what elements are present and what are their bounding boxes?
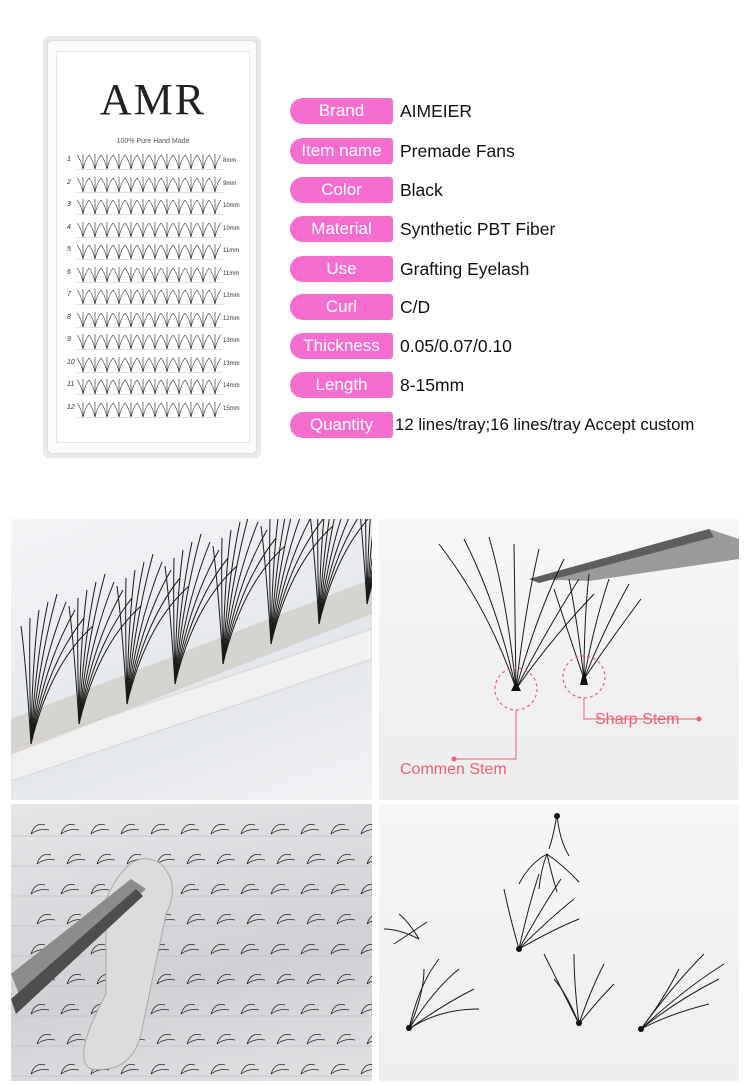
spec-value: Synthetic PBT Fiber	[400, 219, 556, 239]
lash-row-length: 11mm	[223, 270, 240, 277]
spec-value: AIMEIER	[400, 101, 472, 121]
lash-row-length: 11mm	[223, 248, 240, 254]
tray-tweezers-illustration	[11, 804, 372, 1081]
spec-value: C/D	[400, 297, 431, 317]
lash-row	[67, 265, 239, 283]
spec-row	[290, 294, 750, 322]
product-tray-image	[47, 40, 257, 454]
lash-row-length: 12mm	[223, 293, 240, 299]
lash-row	[67, 175, 239, 193]
lash-row-length: 9mm	[223, 180, 237, 187]
lash-row-number: 1	[67, 156, 71, 163]
tagline: 100% Pure Hand Made	[116, 138, 190, 145]
stem-illustration	[379, 519, 739, 800]
lash-row-length: 13mm	[223, 338, 240, 344]
tray-card	[56, 51, 250, 443]
lash-row-number: 5	[67, 246, 71, 253]
spec-value: Premade Fans	[400, 141, 515, 161]
lash-row-number: 9	[67, 336, 71, 343]
lash-fans	[77, 197, 223, 215]
lash-row	[67, 197, 239, 215]
spec-value: 8-15mm	[400, 375, 465, 395]
lash-fans	[77, 287, 223, 305]
spec-row	[290, 412, 750, 440]
lash-row-number: 8	[67, 313, 71, 321]
lash-row-length: 14mm	[223, 383, 240, 389]
spec-value: Black	[400, 180, 443, 200]
spec-row	[290, 98, 750, 126]
spec-label: Use	[290, 256, 393, 282]
lash-row-length: 15mm	[223, 405, 240, 412]
lash-row-number: 3	[67, 201, 71, 208]
lash-fans	[77, 310, 223, 328]
lash-row	[67, 332, 239, 350]
lash-row	[67, 377, 239, 395]
spec-row	[290, 372, 750, 400]
lash-row-number: 4	[67, 223, 71, 231]
spec-row	[290, 333, 750, 361]
lash-row-length: 13mm	[223, 360, 240, 367]
lash-row-number: 11	[67, 381, 75, 388]
spec-label: Curl	[290, 294, 393, 320]
spec-label: Color	[290, 177, 393, 203]
loose-fans-illustration	[379, 804, 739, 1081]
spec-row	[290, 177, 750, 205]
lash-row-number: 6	[67, 268, 71, 276]
lash-row-number: 12	[67, 403, 75, 411]
lash-row	[67, 287, 239, 305]
spec-value: Grafting Eyelash	[400, 259, 530, 279]
sharp-stem-label: Sharp Stem	[595, 711, 680, 728]
spec-value: 0.05/0.07/0.10	[400, 336, 512, 356]
lash-row	[67, 152, 239, 170]
common-stem-label: Commen Stem	[400, 761, 507, 778]
lash-row	[67, 220, 239, 238]
lash-row-length: 12mm	[223, 315, 240, 322]
lash-row-length: 10mm	[223, 203, 240, 209]
lash-fans	[77, 377, 223, 395]
lash-row	[67, 400, 239, 418]
lash-strip-illustration	[11, 519, 372, 800]
photo-tray-tweezers	[11, 804, 372, 1081]
spec-label: Length	[290, 372, 393, 398]
lash-fans	[77, 242, 223, 260]
lash-fans	[77, 220, 223, 238]
lash-fans	[77, 332, 223, 350]
lash-fans	[77, 355, 223, 373]
lash-fans	[77, 175, 223, 193]
spec-label: Thickness	[290, 333, 393, 359]
spec-label: Brand	[290, 98, 393, 124]
lash-fans	[77, 400, 223, 418]
spec-row	[290, 138, 750, 166]
brand-logo: AMR	[99, 75, 207, 124]
spec-row	[290, 256, 750, 284]
lash-row	[67, 310, 239, 328]
spec-row	[290, 216, 750, 244]
photo-stem-comparison	[379, 519, 739, 800]
lash-fans	[77, 265, 223, 283]
spec-label: Quantity	[290, 412, 393, 438]
lash-row-number: 7	[67, 291, 71, 298]
spec-label: Material	[290, 216, 393, 242]
lash-row-number: 2	[67, 178, 71, 186]
lash-row	[67, 355, 239, 373]
spec-value: 12 lines/tray;16 lines/tray Accept custom	[395, 415, 695, 434]
lash-row-length: 8mm	[223, 158, 237, 164]
lash-row-length: 10mm	[223, 225, 240, 232]
lash-fans	[77, 152, 223, 170]
photo-lash-strip	[11, 519, 372, 800]
lash-row-number: 10	[67, 358, 75, 366]
spec-label: Item name	[290, 138, 393, 164]
photo-loose-fans	[379, 804, 739, 1081]
lash-row	[67, 242, 239, 260]
